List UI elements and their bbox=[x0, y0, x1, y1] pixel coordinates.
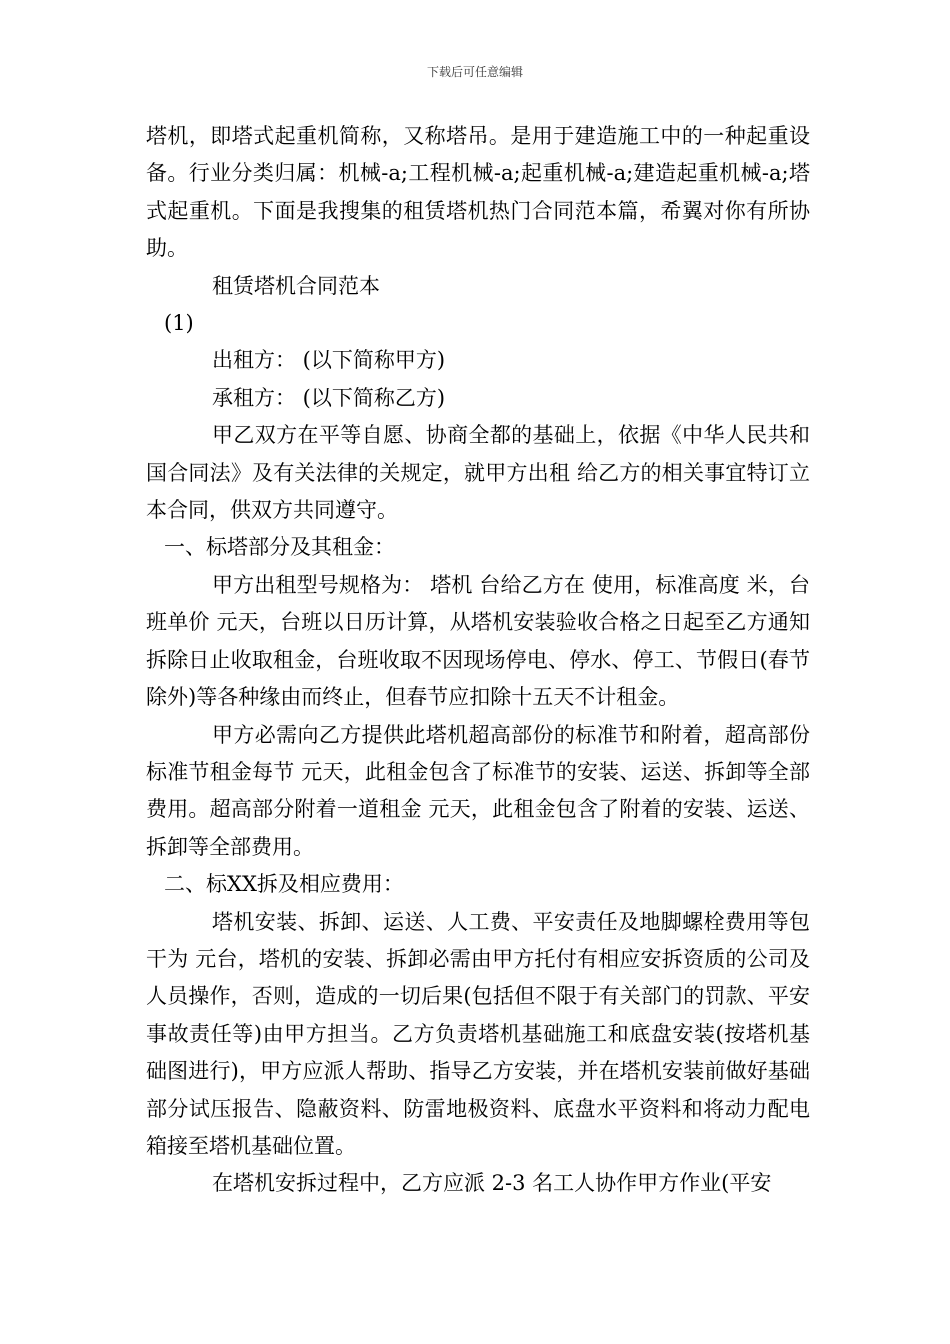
document-body bbox=[146, 118, 810, 1203]
section-2-paragraph-2: 在塔机安拆过程中，乙方应派 2-3 名工人协作甲方作业(平安 bbox=[212, 1171, 772, 1196]
section-2-paragraph-1: 塔机安装、拆卸、运送、人工费、平安责任及地脚螺栓费用等包干为 元台，塔机的安装、拆卸必需由甲方托付有相应安拆资质的公司及人员操作，否则，造成的一切后果(包括但不限于有关部门的罚款、平安事故责任等)由甲方担当。乙方负责塔机基础施工和底盘安装(按塔机基础图进行)，甲方应派人帮助、指导乙方安装，并在塔机安装前做好基础部分试压报告、隐蔽资料、防雷地极资料、底盘水平资料和将动力配电箱接至塔机基础位置。 bbox=[146, 909, 810, 1158]
intro-paragraph: 塔机，即塔式起重机简称，又称塔吊。是用于建造施工中的一种起重设备。行业分类归属：机械-a;工程机械-a;起重机械-a;建造起重机械-a;塔式起重机。下面是我搜集的租赁塔机热门合同范本篇，希翼对你有所协助。 bbox=[146, 124, 810, 261]
section-1-paragraph-1: 甲方出租型号规格为： 塔机 台给乙方在 使用，标准高度 米，台班单价 元天，台班以日历计算，从塔机安装验收合格之日起至乙方通知拆除日止收取租金，台班收取不因现场停电、停水、停工、节假日(春节除外)等各种缘由而终止，但春节应扣除十五天不计租金。 bbox=[146, 572, 810, 710]
contract-number: (1) bbox=[164, 311, 194, 336]
contract-title: 租赁塔机合同范本 bbox=[212, 273, 380, 298]
section-1-paragraph-2: 甲方必需向乙方提供此塔机超高部份的标准节和附着，超高部份标准节租金每节 元天，此租金包含了标准节的安装、运送、拆卸等全部费用。超高部分附着一道租金 元天，此租金包含了附着的安装、运送、拆卸等全部费用。 bbox=[146, 722, 810, 859]
page-header-note: 下载后可任意编辑 bbox=[426, 65, 523, 79]
preamble-paragraph: 甲乙双方在平等自愿、协商全都的基础上，依据《中华人民共和国合同法》及有关法律的关规定，就甲方出租 给乙方的相关事宜特订立本合同，供双方共同遵守。 bbox=[146, 423, 810, 523]
section-2-heading: 二、标XX拆及相应费用： bbox=[164, 872, 404, 897]
section-1-heading: 一、标塔部分及其租金： bbox=[164, 535, 395, 560]
lessee-line: 承租方： (以下简称乙方) bbox=[212, 385, 446, 410]
lessor-line: 出租方： (以下简称甲方) bbox=[212, 348, 446, 373]
